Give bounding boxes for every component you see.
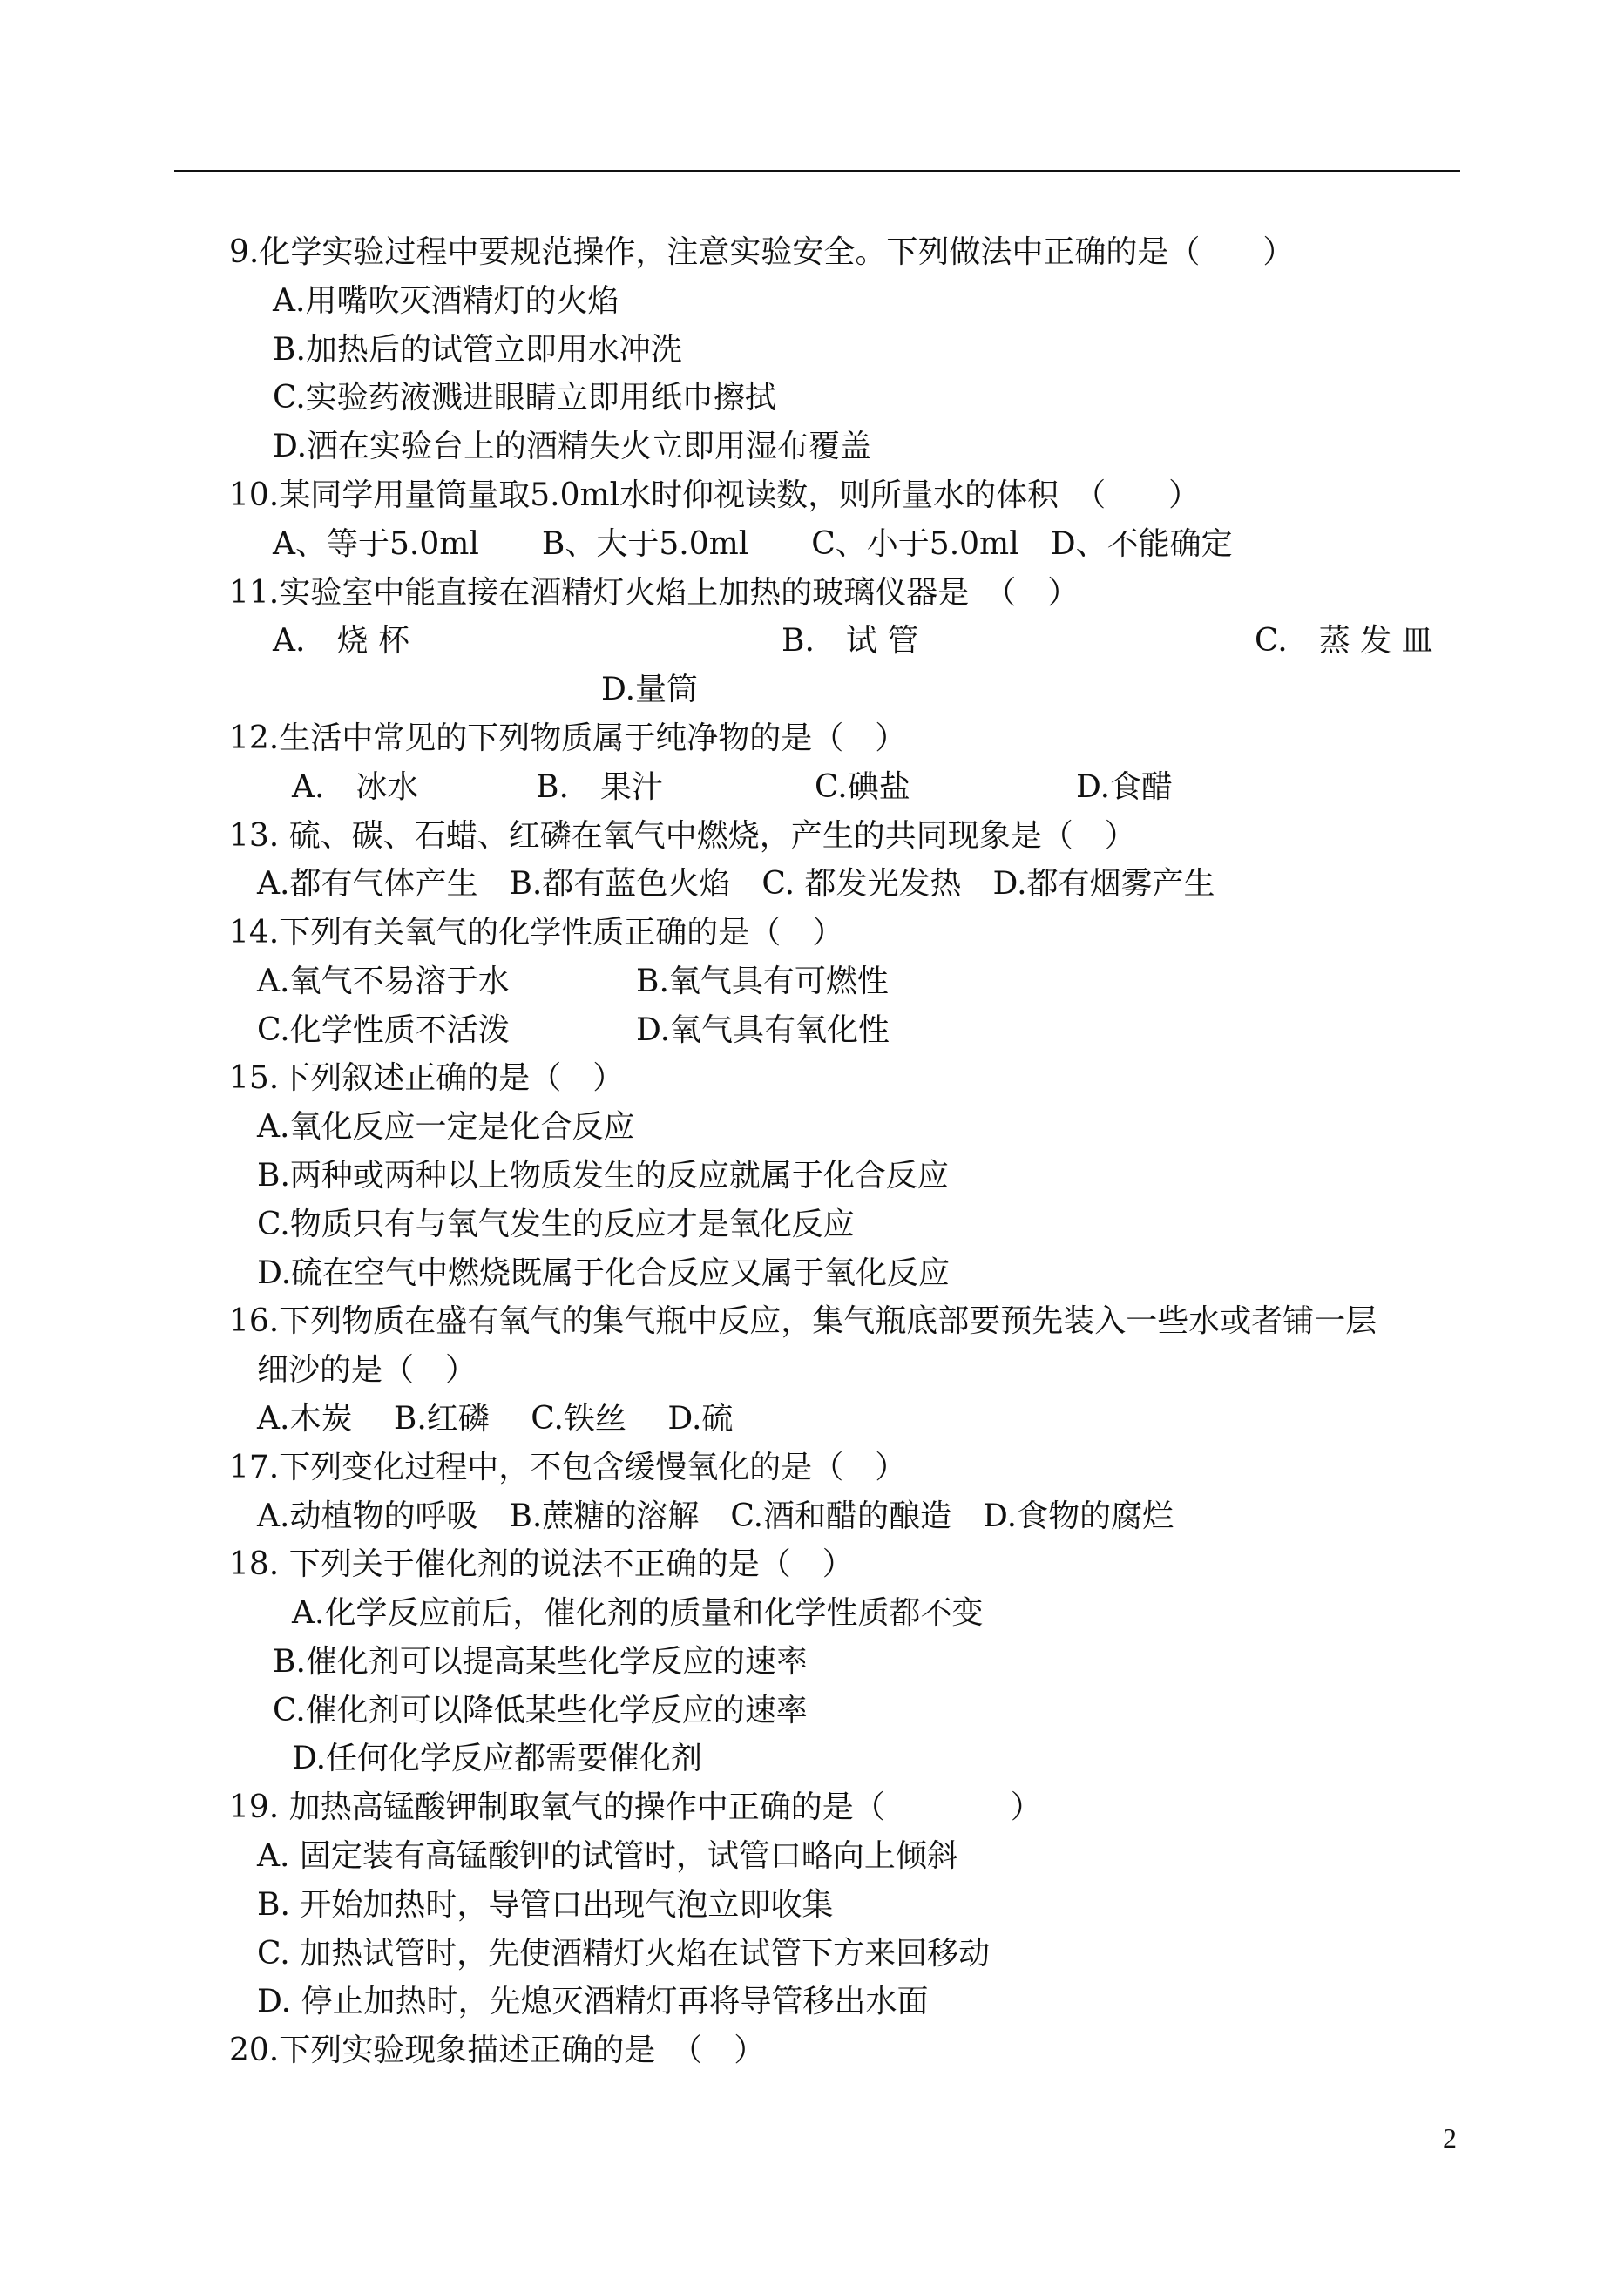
question-9-option-d: D.洒在实验台上的酒精失火立即用湿布覆盖 bbox=[273, 429, 872, 464]
question-9-option-c: C.实验药液溅进眼睛立即用纸巾擦拭 bbox=[273, 380, 776, 416]
question-12-option-b: B. 果汁 bbox=[536, 769, 663, 805]
question-13-stem: 13. 硫、碳、石蜡、红磷在氧气中燃烧，产生的共同现象是（ ） bbox=[229, 818, 1136, 854]
question-12-stem: 12.生活中常见的下列物质属于纯净物的是（ ） bbox=[229, 720, 907, 756]
question-19-stem: 19. 加热高锰酸钾制取氧气的操作中正确的是（ ） bbox=[229, 1789, 1042, 1825]
question-14-option-c: C.化学性质不活泼 bbox=[257, 1012, 510, 1048]
question-18-option-d: D.任何化学反应都需要催化剂 bbox=[292, 1741, 703, 1776]
question-19-option-c: C. 加热试管时，先使酒精灯火焰在试管下方来回移动 bbox=[257, 1936, 991, 1972]
question-10-options: A、等于5.0ml B、大于5.0ml C、小于5.0ml D、不能确定 bbox=[273, 526, 1233, 562]
question-15-option-a: A.氧化反应一定是化合反应 bbox=[257, 1109, 635, 1145]
question-18-option-c: C.催化剂可以降低某些化学反应的速率 bbox=[273, 1693, 808, 1728]
question-14-stem: 14.下列有关氧气的化学性质正确的是（ ） bbox=[229, 915, 844, 950]
page-number: 2 bbox=[1443, 2122, 1457, 2154]
question-19-option-d: D. 停止加热时，先熄灭酒精灯再将导管移出水面 bbox=[257, 1984, 929, 2019]
question-11-option-d: D.量筒 bbox=[601, 672, 699, 707]
question-20-stem: 20.下列实验现象描述正确的是 （ ） bbox=[229, 2033, 766, 2068]
question-11-option-c: C. 蒸 发 皿 bbox=[1255, 623, 1433, 659]
question-15-option-b: B.两种或两种以上物质发生的反应就属于化合反应 bbox=[257, 1158, 949, 1194]
question-15-option-d: D.硫在空气中燃烧既属于化合反应又属于氧化反应 bbox=[257, 1255, 951, 1291]
question-12-option-d: D.食醋 bbox=[1076, 769, 1174, 805]
question-15-option-c: C.物质只有与氧气发生的反应才是氧化反应 bbox=[257, 1207, 855, 1242]
question-11-option-b: B. 试 管 bbox=[782, 623, 919, 659]
question-11-option-a: A. 烧 杯 bbox=[273, 623, 409, 659]
question-14-option-d: D.氧气具有氧化性 bbox=[636, 1012, 890, 1048]
question-17-stem: 17.下列变化过程中，不包含缓慢氧化的是（ ） bbox=[229, 1450, 907, 1485]
question-16-options: A.木炭 B.红磷 C.铁丝 D.硫 bbox=[257, 1401, 734, 1437]
question-9-option-a: A.用嘴吹灭酒精灯的火焰 bbox=[273, 283, 619, 319]
question-16-stem-continued: 细沙的是（ ） bbox=[257, 1352, 477, 1388]
question-16-stem: 16.下列物质在盛有氧气的集气瓶中反应，集气瓶底部要预先装入一些水或者铺一层 bbox=[229, 1303, 1377, 1339]
question-17-options: A.动植物的呼吸 B.蔗糖的溶解 C.酒和醋的酿造 D.食物的腐烂 bbox=[257, 1498, 1174, 1534]
question-14-option-a: A.氧气不易溶于水 bbox=[257, 964, 510, 999]
question-11-stem: 11.实验室中能直接在酒精灯火焰上加热的玻璃仪器是 （ ） bbox=[229, 575, 1079, 611]
question-13-options: A.都有气体产生 B.都有蓝色火焰 C. 都发光发热 D.都有烟雾产生 bbox=[257, 866, 1215, 902]
question-15-stem: 15.下列叙述正确的是（ ） bbox=[229, 1060, 625, 1096]
question-9-option-b: B.加热后的试管立即用水冲洗 bbox=[273, 332, 682, 368]
question-19-option-b: B. 开始加热时，导管口出现气泡立即收集 bbox=[257, 1887, 834, 1923]
question-14-option-b: B.氧气具有可燃性 bbox=[636, 964, 889, 999]
question-9-stem: 9.化学实验过程中要规范操作，注意实验安全。下列做法中正确的是（ ） bbox=[229, 234, 1295, 270]
question-18-option-a: A.化学反应前后，催化剂的质量和化学性质都不变 bbox=[292, 1595, 984, 1631]
question-12-option-a: A. 冰水 bbox=[292, 769, 419, 805]
question-12-option-c: C.碘盐 bbox=[815, 769, 910, 805]
question-18-option-b: B.催化剂可以提高某些化学反应的速率 bbox=[273, 1644, 808, 1680]
question-18-stem: 18. 下列关于催化剂的说法不正确的是（ ） bbox=[229, 1546, 854, 1582]
question-19-option-a: A. 固定装有高锰酸钾的试管时，试管口略向上倾斜 bbox=[257, 1838, 958, 1874]
question-10-stem: 10.某同学用量筒量取5.0ml水时仰视读数，则所量水的体积 （ ） bbox=[229, 477, 1201, 513]
header-rule bbox=[174, 170, 1460, 172]
